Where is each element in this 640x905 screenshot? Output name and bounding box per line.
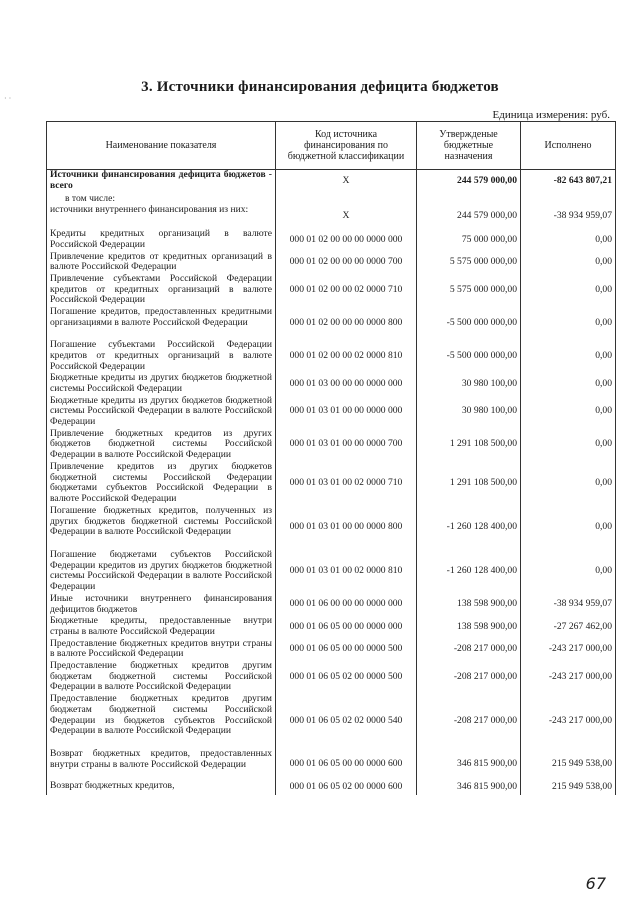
row-code: 000 01 06 05 02 00 0000 600 — [276, 781, 417, 795]
row-approved: 346 815 900,00 — [417, 781, 521, 795]
row-executed — [521, 194, 616, 206]
row-executed: 0,00 — [521, 274, 616, 307]
row-approved: 138 598 900,00 — [417, 594, 521, 616]
row-name: Погашение субъектами Российской Федерации кредитов от кредитных организаций в валюте Российской Федерации — [47, 340, 276, 373]
row-name: Бюджетные кредиты, предоставленные внутри страны в валюте Российской Федерации — [47, 616, 276, 638]
table-row — [47, 639, 616, 661]
row-code: 000 01 02 00 00 00 0000 700 — [276, 252, 417, 274]
row-executed: 215 949 538,00 — [521, 781, 616, 795]
row-name: Погашение бюджетами субъектов Российской Федерации кредитов из других бюджетов бюджетной системы Российской Федерации в валюте Российской Федерации — [47, 550, 276, 594]
row-executed: -38 934 959,07 — [521, 205, 616, 229]
row-approved: 75 000 000,00 — [417, 229, 521, 251]
row-approved: -1 260 128 400,00 — [417, 550, 521, 594]
table-row — [47, 506, 616, 550]
table-header-row — [47, 122, 616, 170]
row-approved: -5 500 000 000,00 — [417, 340, 521, 373]
row-executed: -27 267 462,00 — [521, 616, 616, 638]
header-code: Код источника финансирования по бюджетной классификации — [276, 122, 417, 170]
table-row — [47, 307, 616, 340]
row-code: 000 01 06 00 00 00 0000 000 — [276, 594, 417, 616]
table-row — [47, 252, 616, 274]
row-code: 000 01 06 05 02 00 0000 500 — [276, 661, 417, 694]
row-executed: -243 217 000,00 — [521, 661, 616, 694]
header-approved: Утвержденые бюджетные назначения — [417, 122, 521, 170]
header-executed: Исполнено — [521, 122, 616, 170]
row-executed: -243 217 000,00 — [521, 694, 616, 749]
financing-sources-table — [46, 121, 616, 795]
table-row — [47, 661, 616, 694]
margin-mark: · · — [4, 94, 12, 103]
row-name: Иные источники внутреннего финансирования дефицитов бюджетов — [47, 594, 276, 616]
row-name: источники внутреннего финансирования из них: — [47, 205, 276, 229]
row-executed: -82 643 807,21 — [521, 170, 616, 194]
row-approved — [417, 194, 521, 206]
row-approved: 1 291 108 500,00 — [417, 462, 521, 506]
row-approved: 244 579 000,00 — [417, 170, 521, 194]
row-approved: 5 575 000 000,00 — [417, 274, 521, 307]
row-code: 000 01 03 01 00 00 0000 000 — [276, 396, 417, 429]
row-name: Привлечение субъектами Российской Федерации кредитов от кредитных организаций в валюте Российской Федерации — [47, 274, 276, 307]
row-executed: 0,00 — [521, 373, 616, 395]
page-number: 67 — [585, 874, 606, 893]
row-approved: -5 500 000 000,00 — [417, 307, 521, 340]
row-name: Предоставление бюджетных кредитов внутри страны в валюте Российской Федерации — [47, 639, 276, 661]
row-code: 000 01 06 05 00 00 0000 000 — [276, 616, 417, 638]
row-executed: 0,00 — [521, 506, 616, 550]
table-row — [47, 170, 616, 194]
row-approved: 5 575 000 000,00 — [417, 252, 521, 274]
row-executed: 0,00 — [521, 229, 616, 251]
row-executed: 0,00 — [521, 340, 616, 373]
row-approved: 30 980 100,00 — [417, 373, 521, 395]
table-row — [47, 616, 616, 638]
row-executed: -38 934 959,07 — [521, 594, 616, 616]
row-approved: 244 579 000,00 — [417, 205, 521, 229]
row-code: 000 01 06 05 02 02 0000 540 — [276, 694, 417, 749]
row-approved: 346 815 900,00 — [417, 749, 521, 781]
row-executed: 0,00 — [521, 396, 616, 429]
table-row — [47, 229, 616, 251]
row-approved: -1 260 128 400,00 — [417, 506, 521, 550]
row-code: X — [276, 205, 417, 229]
table-row — [47, 205, 616, 229]
row-code: 000 01 02 00 00 02 0000 810 — [276, 340, 417, 373]
table-row — [47, 550, 616, 594]
row-code: 000 01 03 01 00 02 0000 810 — [276, 550, 417, 594]
row-name: в том числе: — [47, 194, 276, 206]
row-name: Предоставление бюджетных кредитов другим бюджетам бюджетной системы Российской Федерации в валюте Российской Федерации — [47, 661, 276, 694]
table-row — [47, 749, 616, 781]
row-name: Кредиты кредитных организаций в валюте Российской Федерации — [47, 229, 276, 251]
row-name: Привлечение кредитов из других бюджетов бюджетной системы Российской Федерации бюджетами субъектов Российской Федерации в валюте Российской Федерации — [47, 462, 276, 506]
row-code: X — [276, 170, 417, 194]
row-code: 000 01 03 01 00 00 0000 700 — [276, 429, 417, 462]
table-row — [47, 396, 616, 429]
row-approved: 30 980 100,00 — [417, 396, 521, 429]
row-code: 000 01 03 01 00 02 0000 710 — [276, 462, 417, 506]
row-name: Источники финансирования дефицита бюджетов - всего — [47, 170, 276, 194]
row-executed: -243 217 000,00 — [521, 639, 616, 661]
row-code: 000 01 06 05 00 00 0000 600 — [276, 749, 417, 781]
table-row — [47, 274, 616, 307]
row-name: Предоставление бюджетных кредитов другим бюджетам бюджетной системы Российской Федерации из бюджетов субъектов Российской Федерации в валюте Российской Федерации — [47, 694, 276, 749]
row-approved: -208 217 000,00 — [417, 661, 521, 694]
row-executed: 0,00 — [521, 462, 616, 506]
row-name: Погашение кредитов, предоставленных кредитными организациями в валюте Российской Федерации — [47, 307, 276, 340]
table-row — [47, 373, 616, 395]
row-code: 000 01 03 01 00 00 0000 800 — [276, 506, 417, 550]
unit-label: Единица измерения: руб. — [492, 109, 610, 121]
table-row — [47, 594, 616, 616]
row-executed: 0,00 — [521, 307, 616, 340]
row-executed: 0,00 — [521, 429, 616, 462]
section-title: 3. Источники финансирования дефицита бюджетов — [141, 79, 499, 95]
row-code: 000 01 02 00 00 00 0000 800 — [276, 307, 417, 340]
row-executed: 215 949 538,00 — [521, 749, 616, 781]
row-code: 000 01 02 00 00 00 0000 000 — [276, 229, 417, 251]
table-row — [47, 462, 616, 506]
table-row — [47, 340, 616, 373]
table-body — [47, 170, 616, 796]
row-code — [276, 194, 417, 206]
header-name: Наименование показателя — [47, 122, 276, 170]
row-code: 000 01 03 00 00 00 0000 000 — [276, 373, 417, 395]
row-approved: 138 598 900,00 — [417, 616, 521, 638]
row-approved: -208 217 000,00 — [417, 639, 521, 661]
row-name: Привлечение бюджетных кредитов из других бюджетов бюджетной системы Российской Федерации в валюте Российской Федерации — [47, 429, 276, 462]
row-code: 000 01 06 05 00 00 0000 500 — [276, 639, 417, 661]
row-name: Возврат бюджетных кредитов, предоставленных внутри страны в валюте Российской Федерации — [47, 749, 276, 781]
row-name: Возврат бюджетных кредитов, — [47, 781, 276, 795]
row-code: 000 01 02 00 00 02 0000 710 — [276, 274, 417, 307]
row-name: Бюджетные кредиты из других бюджетов бюджетной системы Российской Федерации — [47, 373, 276, 395]
row-executed: 0,00 — [521, 550, 616, 594]
table-row — [47, 694, 616, 749]
row-executed: 0,00 — [521, 252, 616, 274]
row-approved: 1 291 108 500,00 — [417, 429, 521, 462]
row-name: Погашение бюджетных кредитов, полученных из других бюджетов бюджетной системы Российской Федерации в валюте Российской Федерации — [47, 506, 276, 550]
row-name: Привлечение кредитов от кредитных организаций в валюте Российской Федерации — [47, 252, 276, 274]
table-row — [47, 429, 616, 462]
table-row — [47, 781, 616, 795]
row-name: Бюджетные кредиты из других бюджетов бюджетной системы Российской Федерации в валюте Российской Федерации — [47, 396, 276, 429]
row-approved: -208 217 000,00 — [417, 694, 521, 749]
